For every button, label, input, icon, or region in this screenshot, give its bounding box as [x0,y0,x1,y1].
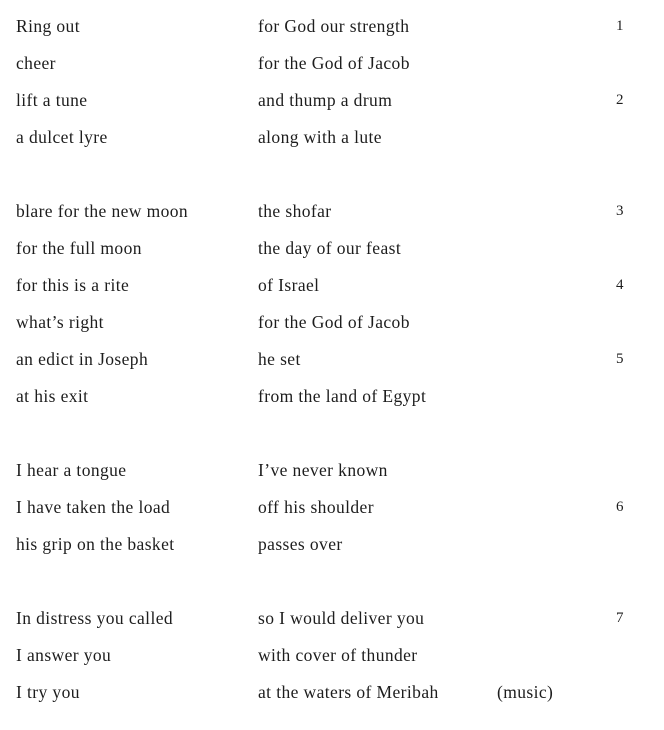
stanza-1 [16,8,664,156]
verse-line [16,674,664,711]
line-right-text: the shofar [258,200,332,221]
line-left-text: I answer you [16,644,112,665]
line-left-text: blare for the new moon [16,200,189,221]
verse-line [16,341,664,378]
line-right-text: so I would deliver you [258,607,425,628]
line-left-text: I try you [16,681,80,702]
line-right-text: off his shoulder [258,496,374,517]
verse-line [16,8,664,45]
line-right-text: he set [258,348,301,369]
verse-line [16,230,664,267]
line-left-text: at his exit [16,385,89,406]
verse-line [16,82,664,119]
verse-line [16,526,664,563]
line-left-text: Ring out [16,15,80,36]
verse-line [16,193,664,230]
verse-line [16,119,664,156]
stanza-2 [16,193,664,415]
verse-line [16,600,664,637]
line-left-text: his grip on the basket [16,533,175,554]
line-right-text: for the God of Jacob [258,311,410,332]
line-right-text: passes over [258,533,343,554]
verse-number: 4 [616,277,624,293]
verse-number: 3 [616,203,624,219]
line-right-text: of Israel [258,274,320,295]
stanza-3 [16,452,664,563]
line-left-text: for the full moon [16,237,142,258]
line-left-text: I have taken the load [16,496,171,517]
verse-line [16,452,664,489]
verse-line [16,637,664,674]
verse-line [16,304,664,341]
line-left-text: I hear a tongue [16,459,127,480]
line-right-text: along with a lute [258,126,382,147]
line-right-text: with cover of thunder [258,644,418,665]
verse-number: 1 [616,18,624,34]
line-left-text: cheer [16,52,56,73]
line-right-text: for the God of Jacob [258,52,410,73]
verse-line [16,378,664,415]
line-right-text: and thump a drum [258,89,393,110]
verse-number: 7 [616,610,624,626]
line-right-text: from the land of Egypt [258,385,427,406]
verse-line [16,267,664,304]
line-left-text: what’s right [16,311,104,332]
verse-line [16,489,664,526]
verse-line [16,45,664,82]
line-left-text: In distress you called [16,607,174,628]
line-right-text: the day of our feast [258,237,402,258]
line-left-text: for this is a rite [16,274,130,295]
verse-number: 6 [616,499,624,515]
music-note: (music) [497,681,554,702]
line-right-text: at the waters of Meribah [258,681,439,702]
line-left-text: an edict in Joseph [16,348,149,369]
line-left-text: lift a tune [16,89,88,110]
line-right-text: I’ve never known [258,459,388,480]
verse-number: 2 [616,92,624,108]
stanza-4 [16,600,664,711]
line-left-text: a dulcet lyre [16,126,108,147]
line-right-text: for God our strength [258,15,410,36]
verse-number: 5 [616,351,624,367]
